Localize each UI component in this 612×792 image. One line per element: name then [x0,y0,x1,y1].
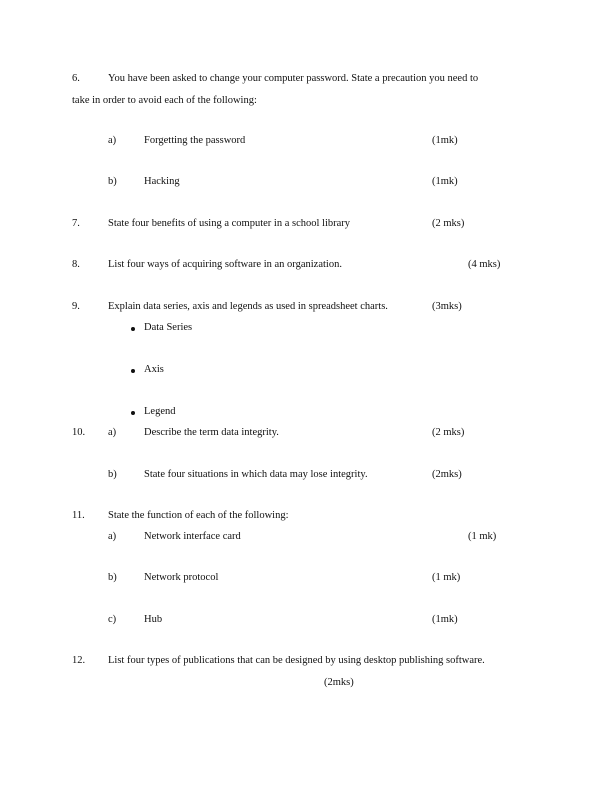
part-label: b) [108,469,117,480]
question-text: Explain data series, axis and legends as used in spreadsheet charts. [108,301,388,312]
part-text: State four situations in which data may lose integrity. [144,469,368,480]
question-number: 10. [72,427,86,438]
question-text: State four benefits of using a computer in a school library [108,218,351,229]
question-text: State the function of each of the following: [108,510,289,521]
question-text: You have been asked to change your computer password. State a precaution you need to [108,73,479,84]
part-marks: (2 mks) [432,427,465,438]
question-number: 8. [72,259,80,270]
bullet-icon [131,411,135,415]
part-marks: (1 mk) [468,531,497,542]
part-text: Hub [144,614,163,625]
part-marks: (1mk) [432,135,458,146]
bullet-text: Data Series [144,322,193,333]
part-label: b) [108,176,117,187]
part-marks: (1 mk) [432,572,461,583]
part-label: c) [108,614,117,625]
bullet-text: Axis [144,364,164,375]
bullet-icon [131,369,135,373]
part-text: Describe the term data integrity. [144,427,279,438]
part-label: a) [108,531,117,542]
question-marks: (3mks) [432,301,462,312]
question-marks: (4 mks) [468,259,501,270]
bullet-text: Legend [144,406,176,417]
question-marks: (2 mks) [432,218,465,229]
part-marks: (1mk) [432,614,458,625]
part-text: Network interface card [144,531,241,542]
part-text: Forgetting the password [144,135,246,146]
part-marks: (1mk) [432,176,458,187]
part-marks: (2mks) [432,469,462,480]
question-text: List four types of publications that can be designed by using desktop publishing software. [108,655,485,666]
part-label: b) [108,572,117,583]
part-label: a) [108,135,117,146]
question-marks: (2mks) [324,677,354,688]
part-text: Hacking [144,176,180,187]
question-number: 7. [72,218,80,229]
question-number: 6. [72,73,80,84]
question-text-continued: take in order to avoid each of the following: [72,95,257,106]
bullet-icon [131,327,135,331]
question-number: 12. [72,655,86,666]
part-text: Network protocol [144,572,219,583]
part-label: a) [108,427,117,438]
question-number: 9. [72,301,80,312]
question-text: List four ways of acquiring software in an organization. [108,259,342,270]
question-number: 11. [72,510,85,521]
